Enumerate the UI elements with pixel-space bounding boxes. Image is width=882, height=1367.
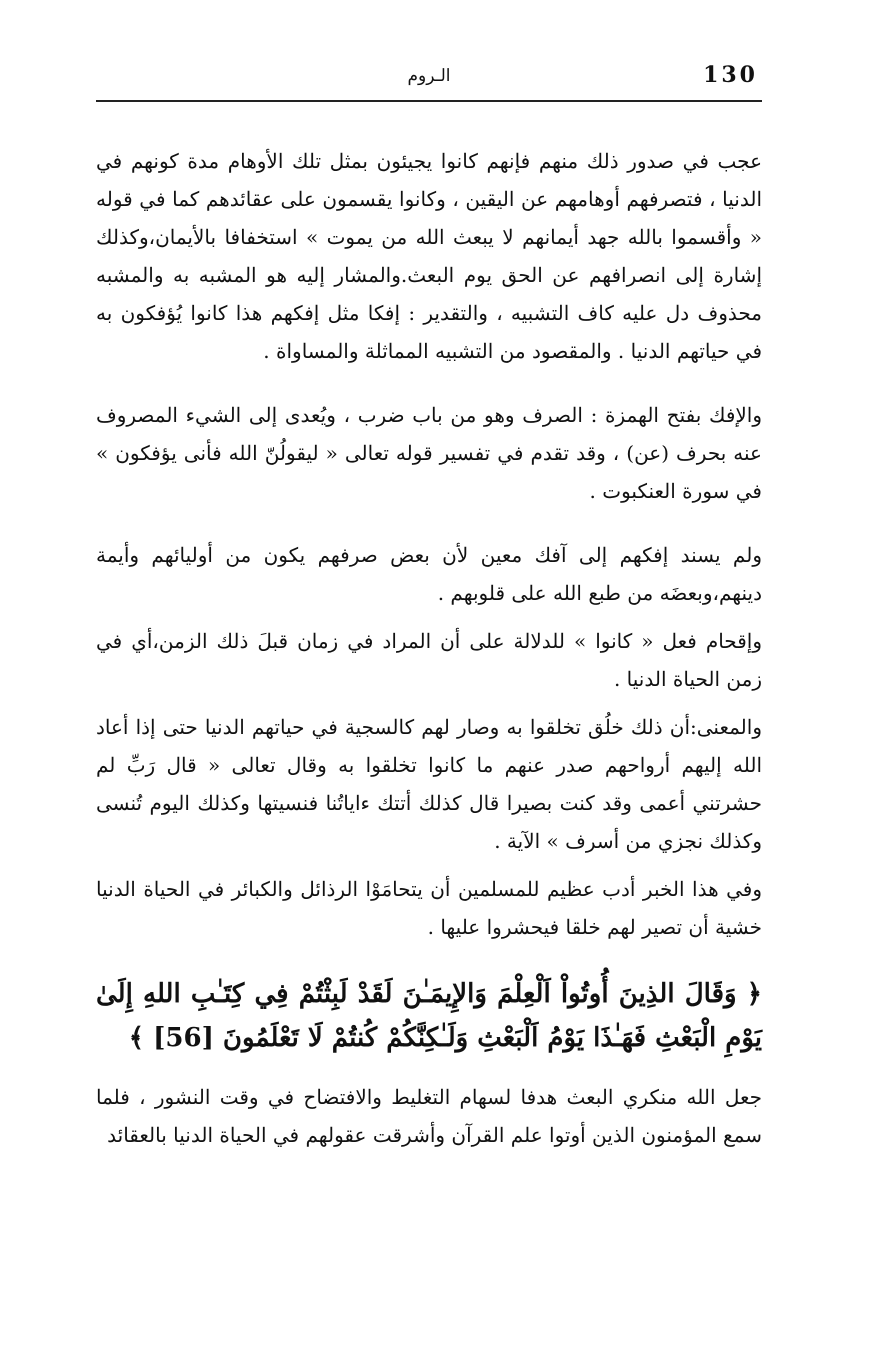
page-body — [96, 142, 762, 1154]
paragraph-2: والإفك بفتح الهمزة : الصرف وهو من باب ضرب ، ويُعدى إلى الشيء المصروف عنه بحرف (عن) ، وقد تقدم في تفسير قوله تعالى « ليقولُنّ الله فأنى يؤفكون » في سورة العنكبوت . — [96, 403, 762, 503]
paragraph-7: جعل الله منكري البعث هدفا لسهام التغليط والافتضاح في وقت النشور ، فلما سمع المؤمنون الذين أوتوا علم القرآن وأشرقت عقولهم في الحياة الدنيا بالعقائد — [96, 1085, 762, 1147]
quran-verse: ﴿ وَقَالَ الذِينَ أُوتُواْ اَلْعِلْمَ وَالإِيمَـٰنَ لَقَدْ لَبِثْتُمْ فِي كِتَـٰبِ اللهِ إِلَىٰ يَوْمِ الْبَعْثِ فَهَـٰذَا يَوْمُ اَلْبَعْثِ وَلَـٰكِنَّكُمْ كُنتُمْ لَا تَعْلَمُونَ [56] ﴾ — [96, 979, 762, 1053]
paragraph-4: وإقحام فعل « كانوا » للدلالة على أن المراد في زمان قبلَ ذلك الزمن،أي في زمن الحياة الدنيا . — [96, 629, 762, 691]
running-title: الـروم — [407, 66, 451, 86]
paragraph-1: عجب في صدور ذلك منهم فإنهم كانوا يجيئون بمثل تلك الأوهام مدة كونهم في الدنيا ، فتصرفهم أوهامهم عن اليقين ، وكانوا يقسمون على عقائدهم كما في قوله « وأقسموا بالله جهد أيمانهم لا يبعث الله من يموت » استخفافا بالأيمان،وكذلك إشارة إلى انصرافهم عن الحق يوم البعث.والمشار إليه هو المشبه به والمشبه محذوف دل عليه كاف التشبيه ، والتقدير : إفكا مثل إفكهم هذا كانوا يُؤفكون به في حياتهم الدنيا . والمقصود من التشبيه المماثلة والمساواة . — [96, 149, 762, 363]
header-divider — [96, 100, 762, 102]
paragraph-3: ولم يسند إفكهم إلى آفك معين لأن بعض صرفهم يكون من أوليائهم وأيمة دينهم،وبعضَه من طبع الله على قلوبهم . — [96, 543, 762, 605]
page-header — [96, 58, 762, 100]
paragraph-6: وفي هذا الخبر أدب عظيم للمسلمين أن يتحامَوْا الرذائل والكبائر في الحياة الدنيا خشية أن تصير لهم خلقا فيحشروا عليها . — [96, 877, 762, 939]
page-number: 130 — [703, 62, 758, 88]
paragraph-5: والمعنى:أن ذلك خلُق تخلقوا به وصار لهم كالسجية في حياتهم الدنيا حتى إذا أعاد الله إليهم أرواحهم صدر عنهم ما كانوا تخلقوا به وقال تعالى « قال رَبِّ لم حشرتني أعمى وقد كنت بصيرا قال كذلك أتتك ءاياتُنا فنسيتها وكذلك اليوم تُنسى وكذلك نجزي من أسرف » الآية . — [96, 715, 762, 853]
